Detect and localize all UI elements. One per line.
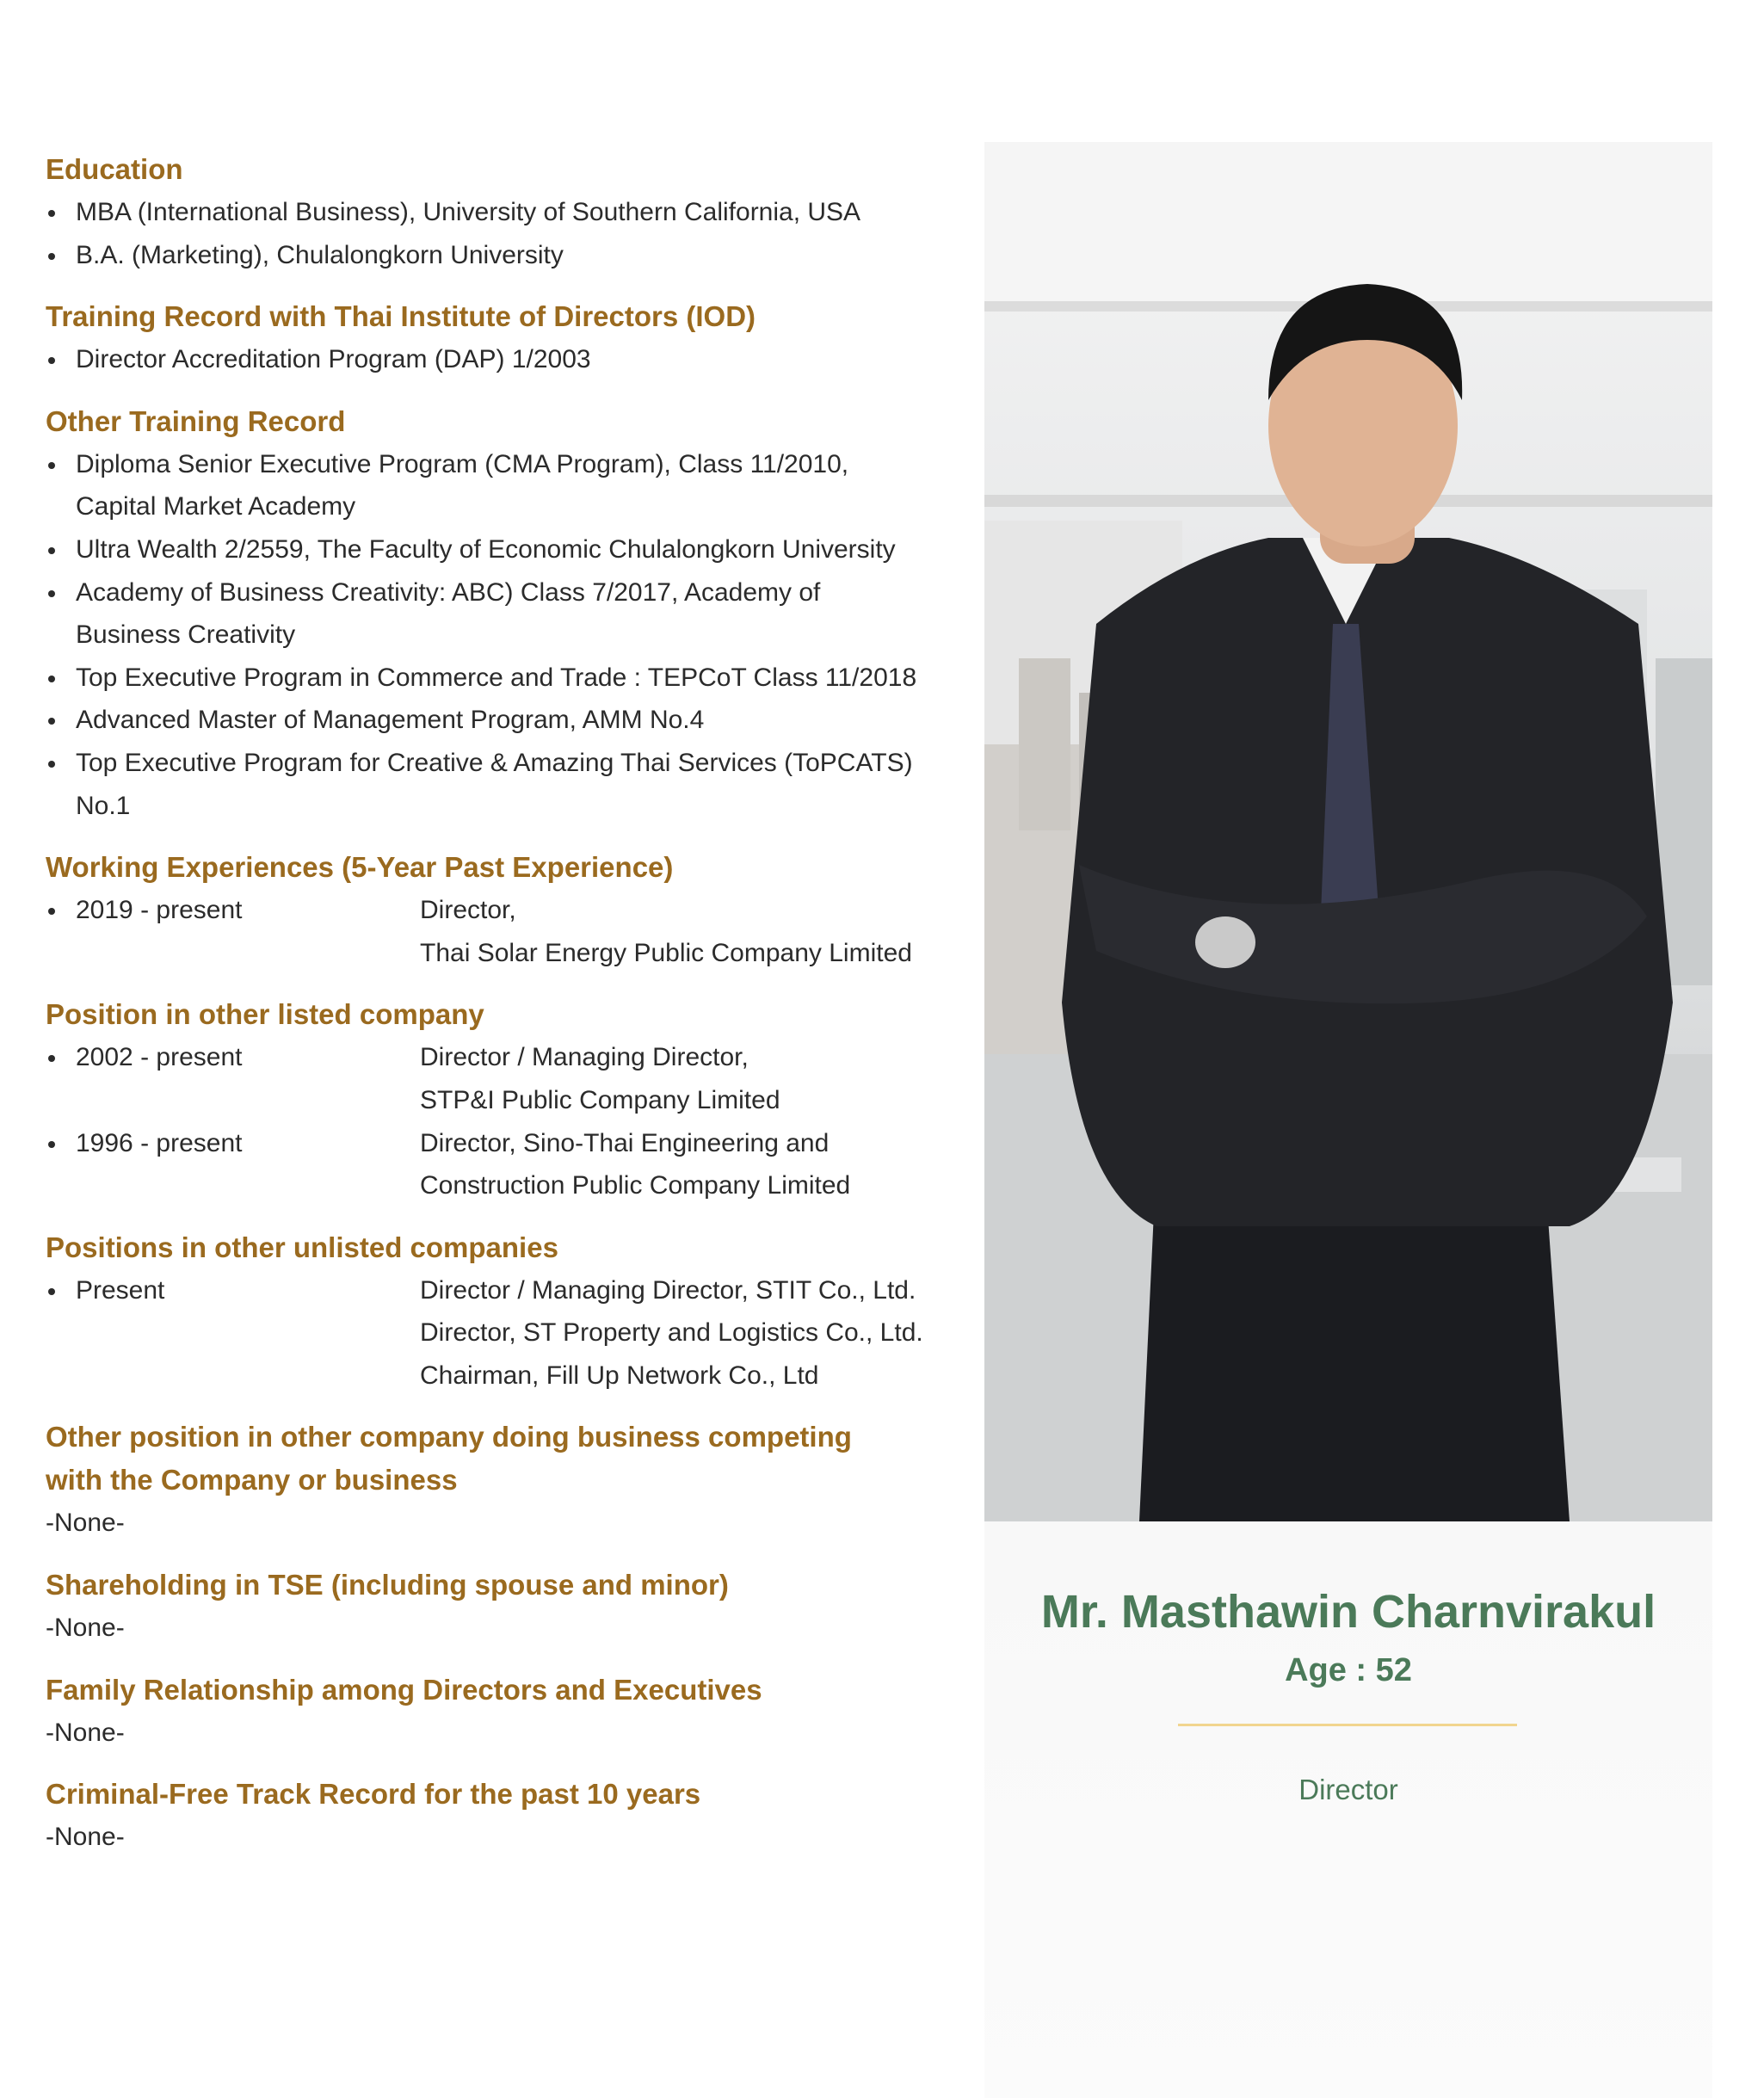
director-age: Age : 52	[1285, 1652, 1412, 1688]
list-item: MBA (International Business), University of Southern California, USA	[46, 191, 975, 234]
list-item-line: Ultra Wealth 2/2559, The Faculty of Economic Chulalongkorn University	[76, 534, 896, 564]
section-heading: Working Experiences (5-Year Past Experience)	[46, 851, 674, 884]
criminal-record-section	[46, 1773, 975, 1859]
section-heading: Family Relationship among Directors and Executives	[46, 1673, 762, 1706]
section-heading: Position in other listed company	[46, 998, 484, 1031]
list-item-line: Academy of Business Creativity: ABC) Class 7/2017, Academy of	[76, 577, 821, 607]
section-heading: Criminal-Free Track Record for the past 10 years	[46, 1778, 701, 1811]
list-item-line: Top Executive Program for Creative & Amazing Thai Services (ToPCATS)	[76, 748, 913, 777]
experience-line: Director, ST Property and Logistics Co., Ltd.	[420, 1318, 923, 1348]
section-value: -None-	[46, 1614, 125, 1643]
experience-line: Director / Managing Director, STIT Co., Ltd.	[420, 1275, 916, 1305]
experience-line: Director,	[420, 896, 516, 925]
experience-line: Director / Managing Director,	[420, 1043, 749, 1072]
section-heading: Training Record with Thai Institute of Directors (IOD)	[46, 300, 756, 333]
section-heading: Other Training Record	[46, 404, 346, 437]
section-heading: Shareholding in TSE (including spouse and minor)	[46, 1569, 729, 1601]
experience-row	[46, 1269, 975, 1398]
section-value: -None-	[46, 1509, 125, 1538]
experience-line: Thai Solar Energy Public Company Limited	[420, 938, 912, 967]
list-item	[46, 443, 975, 528]
family-relationship-section	[46, 1669, 975, 1755]
section-heading: with the Company or business	[46, 1464, 458, 1496]
experience-detail	[420, 889, 975, 974]
list-item: Director Accreditation Program (DAP) 1/2003	[46, 338, 975, 381]
competing-business-section	[46, 1416, 975, 1545]
list-item-line: Capital Market Academy	[76, 492, 356, 521]
experience-detail	[420, 1122, 975, 1207]
experience-line: Construction Public Company Limited	[420, 1171, 851, 1200]
list-item	[46, 742, 975, 827]
list-item-line: Diploma Senior Executive Program (CMA Program), Class 11/2010,	[76, 449, 849, 478]
experience-period: 2019 - present	[76, 896, 243, 925]
section-heading: Education	[46, 153, 183, 185]
list-item	[46, 699, 975, 742]
list-item	[46, 528, 975, 571]
iod-training-section	[46, 295, 975, 381]
list-item-line: Business Creativity	[76, 620, 296, 650]
list-item-line: No.1	[76, 791, 131, 820]
director-portrait	[984, 142, 1712, 1521]
unlisted-companies-section	[46, 1226, 975, 1398]
divider	[1178, 1724, 1517, 1726]
experience-period: 2002 - present	[76, 1043, 243, 1072]
experience-detail	[420, 1269, 975, 1398]
experience-detail	[420, 1036, 975, 1121]
working-experience-section	[46, 846, 975, 974]
experience-period: Present	[76, 1275, 165, 1305]
list-item-line: Advanced Master of Management Program, AMM No.4	[76, 706, 705, 735]
director-position: Director	[1298, 1774, 1398, 1805]
shareholding-section	[46, 1564, 975, 1650]
education-section	[46, 148, 975, 276]
list-item	[46, 571, 975, 657]
experience-line: Director, Sino-Thai Engineering and	[420, 1128, 830, 1157]
director-name: Mr. Masthawin Charnvirakul	[1040, 1586, 1656, 1638]
profile-details	[46, 148, 975, 1878]
profile-card	[984, 142, 1712, 2098]
experience-row	[46, 889, 975, 974]
section-value: -None-	[46, 1718, 125, 1747]
list-item: B.A. (Marketing), Chulalongkorn University	[46, 234, 975, 277]
experience-row	[46, 1122, 975, 1207]
section-heading: Positions in other unlisted companies	[46, 1231, 558, 1263]
list-item-line: Top Executive Program in Commerce and Trade : TEPCoT Class 11/2018	[76, 663, 917, 692]
portrait-illustration	[984, 142, 1712, 1521]
section-value: -None-	[46, 1823, 125, 1852]
listed-company-section	[46, 993, 975, 1206]
other-training-section	[46, 400, 975, 827]
experience-row	[46, 1036, 975, 1121]
list-item	[46, 657, 975, 700]
experience-line: STP&I Public Company Limited	[420, 1085, 780, 1114]
experience-line: Chairman, Fill Up Network Co., Ltd	[420, 1361, 819, 1390]
section-heading: Other position in other company doing business competing	[46, 1421, 852, 1453]
experience-period: 1996 - present	[76, 1128, 243, 1157]
